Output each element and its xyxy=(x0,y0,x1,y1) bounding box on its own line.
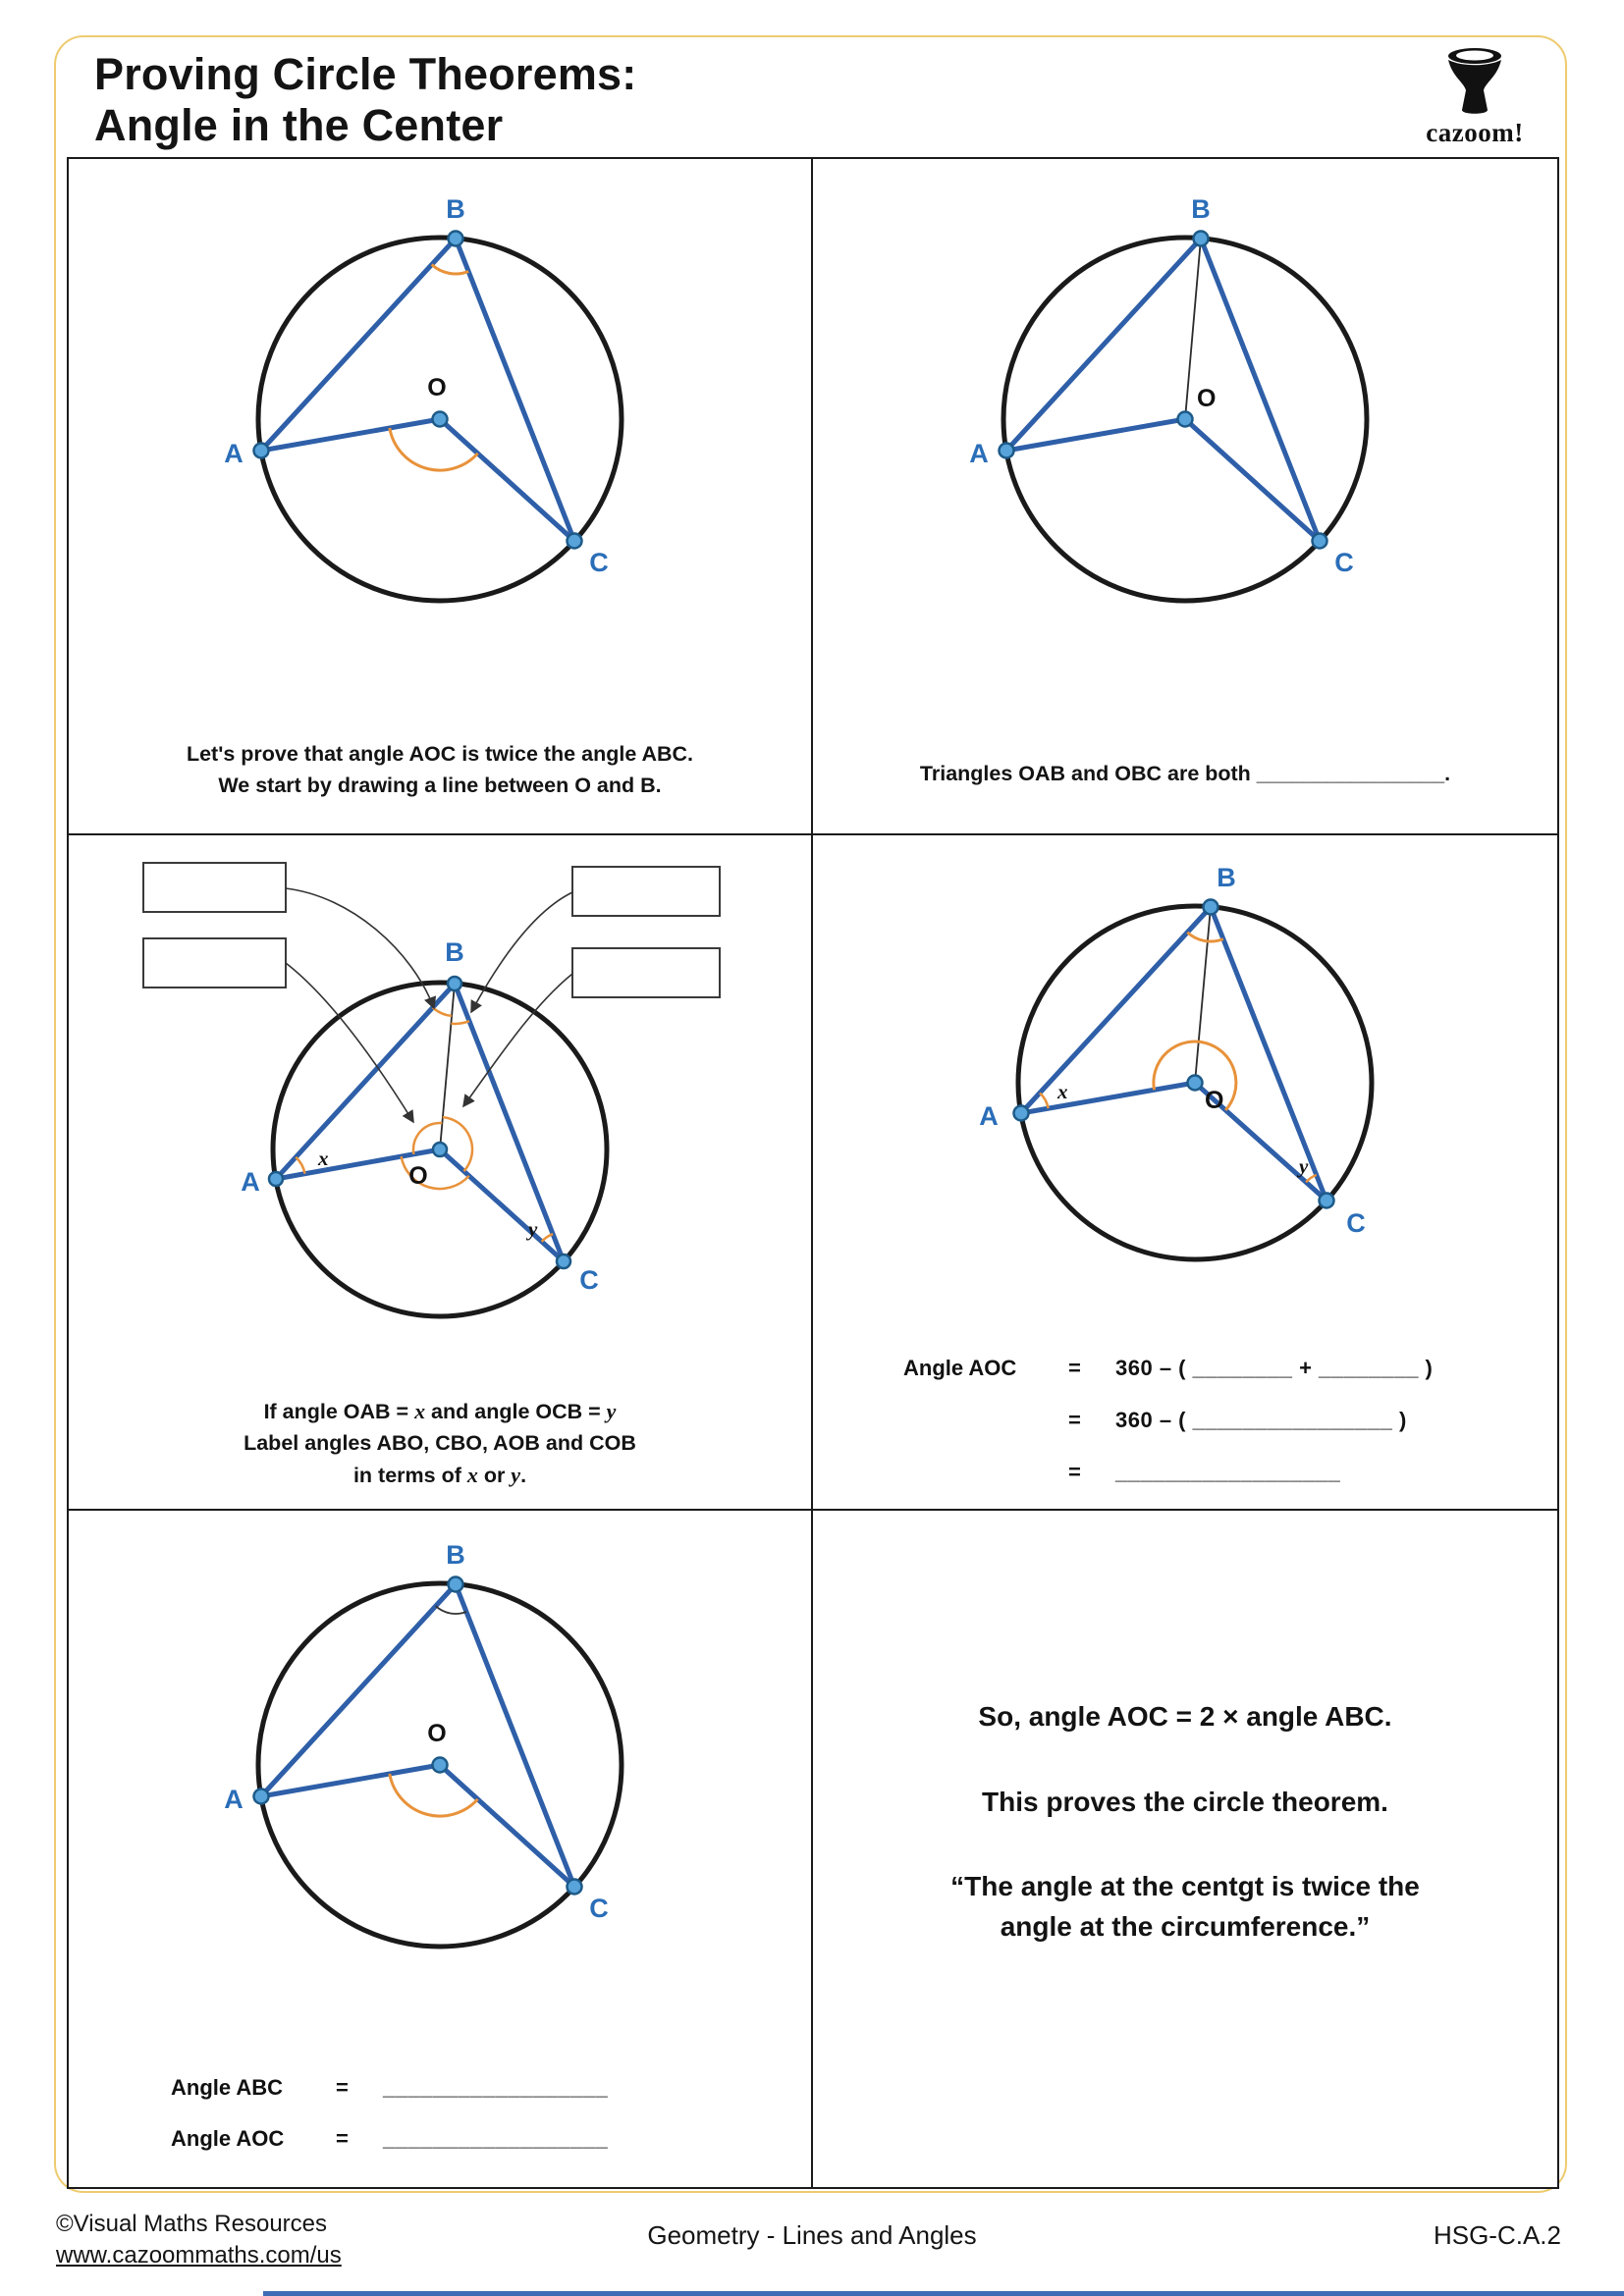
label-c: C xyxy=(1346,1207,1366,1238)
point-a xyxy=(269,1172,283,1186)
label-a: A xyxy=(224,1785,244,1815)
equation-expression: __________________ xyxy=(1115,1460,1341,1485)
cazoom-logo-icon xyxy=(1443,47,1506,118)
diagram-step5 xyxy=(194,1534,685,1996)
answer-box-3 xyxy=(572,867,720,916)
panel-step3 xyxy=(69,835,813,1512)
diagram-step2 xyxy=(940,188,1431,650)
radius-oc xyxy=(440,419,574,541)
cazoom-logo xyxy=(1406,47,1543,148)
caption-text: . xyxy=(520,1464,527,1488)
chord-bc xyxy=(1201,239,1320,541)
point-b xyxy=(448,977,461,990)
label-c: C xyxy=(589,1894,609,1924)
answer-equations xyxy=(171,2050,608,2152)
chord-ab xyxy=(261,1584,456,1796)
label-a: A xyxy=(969,439,989,468)
step3-caption-line1 xyxy=(69,1395,811,1427)
point-a xyxy=(1014,1105,1029,1120)
point-o xyxy=(433,1143,447,1156)
chord-ab xyxy=(261,239,456,451)
label-x: x xyxy=(1057,1079,1068,1103)
angle-arc-abo xyxy=(433,1007,452,1016)
drum-body xyxy=(1448,60,1501,114)
label-o: O xyxy=(427,1720,447,1748)
panel-step1 xyxy=(69,159,813,835)
theorem-quote-line1: “The angle at the centgt is twice the xyxy=(950,1871,1420,1902)
point-c xyxy=(568,1880,582,1895)
theorem-quote-line2: angle at the circumference.” xyxy=(1000,1910,1371,1942)
label-c: C xyxy=(1334,548,1354,577)
point-a xyxy=(1000,444,1014,458)
label-b: B xyxy=(446,1540,465,1571)
equation-row-3 xyxy=(903,1460,1538,1485)
chord-bc xyxy=(455,984,564,1261)
angle-arc-x-at-a xyxy=(296,1156,304,1173)
equation-label: Angle ABC xyxy=(171,2075,284,2100)
angle-arc-abc xyxy=(1187,932,1223,940)
label-o: O xyxy=(1197,385,1217,412)
equals-sign: = xyxy=(336,2075,349,2100)
equation-label: Angle AOC xyxy=(903,1356,1017,1381)
step2-caption xyxy=(813,758,1557,789)
diagram-step4 xyxy=(871,847,1499,1304)
point-o xyxy=(433,1758,448,1773)
diagram-step3 xyxy=(126,845,754,1380)
angle-arc-cbo xyxy=(451,1021,469,1024)
step1-caption-line1: Let's prove that angle AOC is twice the angle ABC. xyxy=(186,742,694,767)
line-bo xyxy=(1195,907,1211,1083)
label-b: B xyxy=(1217,862,1236,892)
point-o xyxy=(1178,412,1193,427)
line-bo xyxy=(440,984,455,1149)
panel-step4 xyxy=(813,835,1557,1512)
equals-sign: = xyxy=(1068,1408,1081,1433)
point-a xyxy=(254,1789,269,1804)
label-b: B xyxy=(1191,194,1211,224)
radius-oc xyxy=(1185,419,1320,541)
point-o xyxy=(433,412,448,427)
copyright-text: ©Visual Maths Resources xyxy=(56,2211,328,2237)
diagram-step1 xyxy=(194,188,685,650)
label-y: y xyxy=(1299,1153,1309,1178)
panel-step2 xyxy=(813,159,1557,835)
radius-oc xyxy=(440,1149,564,1261)
caption-text: in terms of xyxy=(352,1464,467,1488)
angle-arc-aoc xyxy=(390,1774,478,1816)
var-y: y xyxy=(511,1463,521,1488)
label-a: A xyxy=(979,1100,999,1131)
cazoom-logo-text: cazoom! xyxy=(1426,118,1524,147)
equation-row-1 xyxy=(903,1356,1538,1381)
answer-box-1 xyxy=(143,863,286,912)
worksheet-grid xyxy=(67,157,1559,2189)
radius-oc xyxy=(440,1765,574,1887)
caption-text: or xyxy=(477,1464,512,1488)
label-a: A xyxy=(241,1166,260,1197)
label-o: O xyxy=(1205,1086,1224,1114)
label-c: C xyxy=(589,548,609,577)
var-x: x xyxy=(414,1398,426,1423)
conclusion-line2: This proves the circle theorem. xyxy=(982,1786,1388,1817)
step3-caption-line2: Label angles ABO, CBO, AOB and COB xyxy=(244,1430,636,1455)
angle-arc-abc xyxy=(432,265,469,274)
website-link[interactable]: www.cazoommaths.com/us xyxy=(56,2242,342,2269)
angle-arc-x-at-a xyxy=(1040,1093,1049,1108)
point-a xyxy=(254,444,269,458)
step1-caption-line2: We start by drawing a line between O and B. xyxy=(218,774,662,798)
chord-ab xyxy=(1021,907,1211,1113)
equation-row-abc xyxy=(171,2075,608,2101)
answer-box-2 xyxy=(143,938,286,988)
point-b xyxy=(1204,899,1218,914)
equals-sign: = xyxy=(1068,1460,1081,1485)
label-b: B xyxy=(445,936,464,967)
label-y: y xyxy=(528,1216,538,1241)
point-c xyxy=(568,534,582,549)
chord-bc xyxy=(456,1584,574,1887)
page-title-line1: Proving Circle Theorems: xyxy=(94,49,637,99)
arrow-box3-to-angle xyxy=(471,892,572,1012)
answer-blank: __________________ xyxy=(383,2126,609,2151)
angle-arc-y-at-c xyxy=(542,1234,553,1242)
point-b xyxy=(449,232,463,246)
label-o: O xyxy=(408,1161,428,1190)
label-a: A xyxy=(224,439,244,468)
theorem-quote xyxy=(861,1867,1509,1947)
page-title-line2: Angle in the Center xyxy=(94,99,504,150)
equals-sign: = xyxy=(1068,1356,1081,1381)
bottom-blue-bar xyxy=(263,2291,1624,2296)
step3-caption-line3 xyxy=(69,1459,811,1491)
label-x: x xyxy=(318,1146,329,1170)
point-b xyxy=(1194,232,1209,246)
conclusion-line1: So, angle AOC = 2 × angle ABC. xyxy=(978,1700,1392,1732)
chord-ab xyxy=(1006,239,1201,451)
caption-text: If angle OAB = xyxy=(263,1399,415,1423)
footer-subject: Geometry - Lines and Angles xyxy=(647,2220,977,2250)
answer-blank: __________________ xyxy=(383,2075,609,2100)
point-c xyxy=(557,1255,570,1268)
arrow-box4-to-angle xyxy=(463,974,572,1106)
page-title xyxy=(94,49,636,151)
panel-step5 xyxy=(69,1511,813,2187)
equation-expression: 360 – ( ________________ ) xyxy=(1115,1408,1407,1433)
equation-row-2 xyxy=(903,1408,1538,1433)
point-o xyxy=(1188,1075,1203,1090)
point-c xyxy=(1320,1193,1334,1207)
aoc-equations xyxy=(903,1329,1538,1485)
conclusion-statement xyxy=(861,1697,1509,1947)
step2-caption-line1: Triangles OAB and OBC are both ________________. xyxy=(919,762,1451,786)
label-o: O xyxy=(427,374,447,401)
step3-caption xyxy=(69,1395,811,1492)
caption-text: and angle OCB = xyxy=(425,1399,607,1423)
label-c: C xyxy=(579,1264,599,1295)
point-c xyxy=(1313,534,1327,549)
equation-label: Angle AOC xyxy=(171,2126,285,2151)
panel-conclusion xyxy=(813,1511,1557,2187)
label-b: B xyxy=(446,194,465,224)
arrow-box1-to-angle xyxy=(286,888,434,1008)
step1-caption xyxy=(69,738,811,802)
drum-top-inner xyxy=(1456,51,1493,61)
equation-expression: 360 – ( ________ + ________ ) xyxy=(1115,1356,1434,1381)
point-b xyxy=(449,1577,463,1592)
chord-bc xyxy=(456,239,574,541)
equals-sign: = xyxy=(336,2126,349,2151)
equation-row-aoc xyxy=(171,2126,608,2152)
var-x: x xyxy=(466,1463,478,1488)
footer-standard-code: HSG-C.A.2 xyxy=(1433,2220,1561,2250)
answer-box-4 xyxy=(572,948,720,997)
angle-arc-abc xyxy=(436,1606,466,1614)
var-y: y xyxy=(606,1398,617,1423)
angle-arc-aoc xyxy=(390,428,478,470)
